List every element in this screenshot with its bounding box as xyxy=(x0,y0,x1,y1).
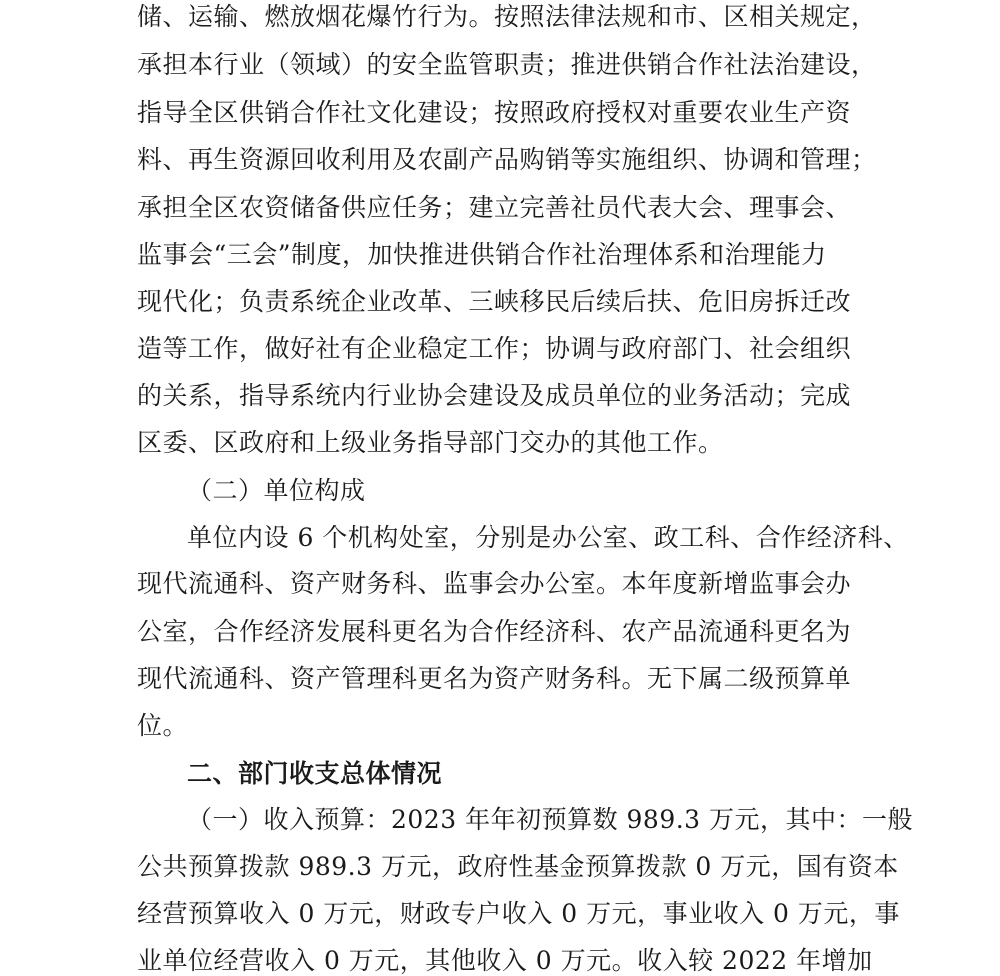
text-line: 承担本行业（领域）的安全监管职责；推进供销合作社法治建设， xyxy=(137,50,877,79)
text-line: 现代流通科、资产财务科、监事会办公室。本年度新增监事会办 xyxy=(137,569,852,598)
text-line: 位。 xyxy=(137,711,189,740)
section-heading: 二、部门收支总体情况 xyxy=(187,759,443,788)
section-subheading: （二）单位构成 xyxy=(187,476,366,505)
text-line: 业单位经营收入 0 万元，其他收入 0 万元。收入较 2022 年增加 xyxy=(137,946,873,975)
text-line: 单位内设 6 个机构处室，分别是办公室、政工科、合作经济科、 xyxy=(187,523,909,552)
text-line: 经营预算收入 0 万元，财政专户收入 0 万元，事业收入 0 万元，事 xyxy=(137,899,900,928)
text-line: 指导全区供销合作社文化建设；按照政府授权对重要农业生产资 xyxy=(137,98,852,127)
text-line: 承担全区农资储备供应任务；建立完善社员代表大会、理事会、 xyxy=(137,193,852,222)
text-line: 公共预算拨款 989.3 万元，政府性基金预算拨款 0 万元，国有资本 xyxy=(137,852,899,881)
text-line: 储、运输、燃放烟花爆竹行为。按照法律法规和市、区相关规定， xyxy=(137,2,877,31)
text-line: 的关系，指导系统内行业协会建设及成员单位的业务活动；完成 xyxy=(137,381,852,410)
text-line: 区委、区政府和上级业务指导部门交办的其他工作。 xyxy=(137,428,724,457)
text-line: 造等工作，做好社有企业稳定工作；协调与政府部门、社会组织 xyxy=(137,334,852,363)
text-line: （一）收入预算：2023 年年初预算数 989.3 万元，其中：一般 xyxy=(187,805,914,834)
text-line: 料、再生资源回收利用及农副产品购销等实施组织、协调和管理； xyxy=(137,145,877,174)
text-line: 监事会“三会”制度，加快推进供销合作社治理体系和治理能力 xyxy=(137,240,827,269)
text-line: 公室，合作经济发展科更名为合作经济科、农产品流通科更名为 xyxy=(137,617,852,646)
text-line: 现代化；负责系统企业改革、三峡移民后续后扶、危旧房拆迁改 xyxy=(137,287,852,316)
text-line: 现代流通科、资产管理科更名为资产财务科。无下属二级预算单 xyxy=(137,664,852,693)
